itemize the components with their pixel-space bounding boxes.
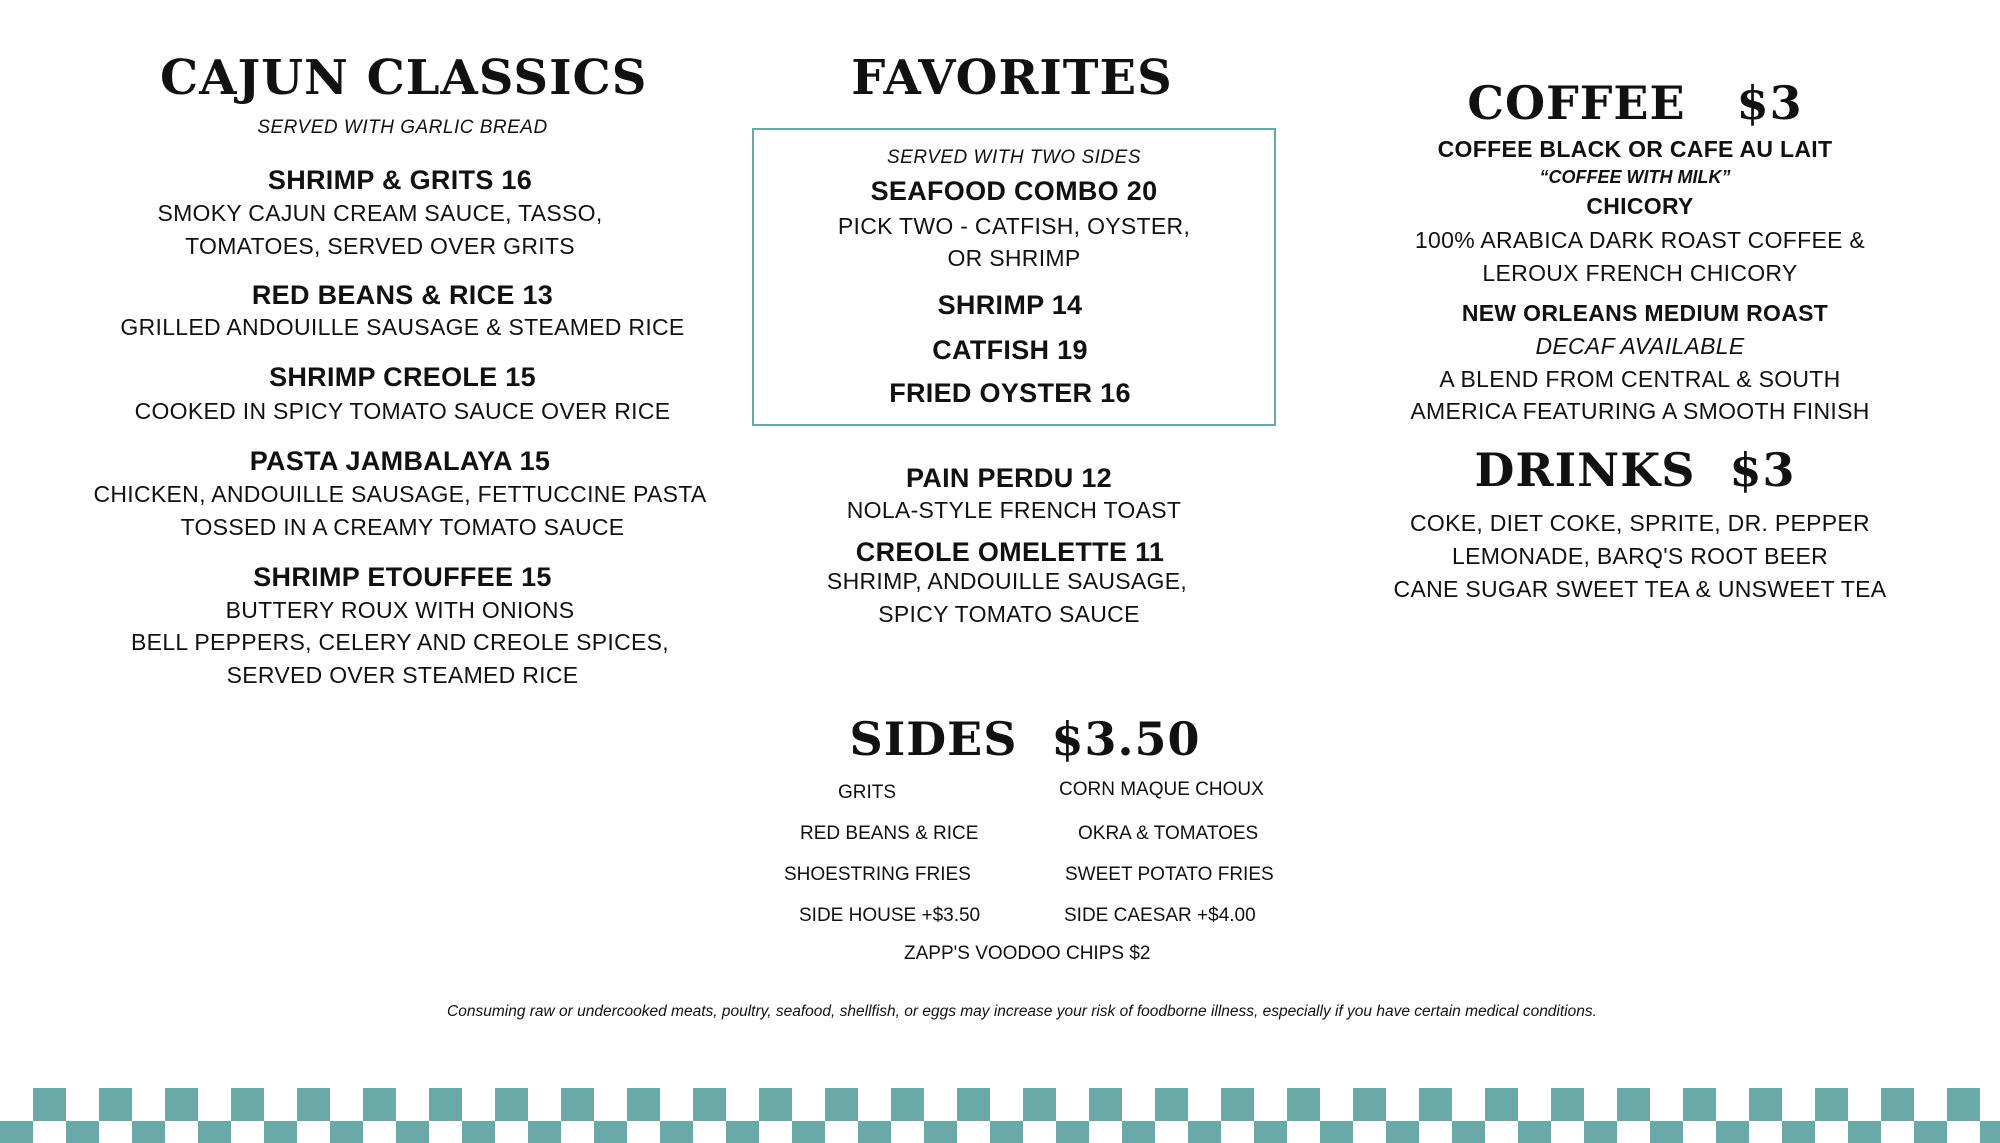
menu-item-pasta-jambalaya: PASTA JAMBALAYA 15 bbox=[249, 446, 551, 476]
menu-item-desc: GRILLED ANDOUILLE SAUSAGE & STEAMED RICE bbox=[120, 314, 685, 340]
menu-item-desc: TOSSED IN A CREAMY TOMATO SAUCE bbox=[180, 514, 625, 540]
menu-item-shrimp: SHRIMP 14 bbox=[937, 290, 1083, 320]
side-item: SHOESTRING FRIES bbox=[784, 864, 971, 885]
favorites-box-subtitle: SERVED WITH TWO SIDES bbox=[886, 147, 1141, 168]
menu-item-desc: NOLA-STYLE FRENCH TOAST bbox=[846, 497, 1182, 523]
menu-item-shrimp-creole: SHRIMP CREOLE 15 bbox=[269, 362, 536, 392]
drinks-title: DRINKS $3 bbox=[1474, 443, 1796, 497]
menu-item-creole-omelette: CREOLE OMELETTE 11 bbox=[855, 537, 1165, 567]
menu-item-shrimp-etouffee: SHRIMP ETOUFFEE 15 bbox=[253, 562, 552, 592]
coffee-item-chicory: CHICORY bbox=[1586, 193, 1694, 219]
menu-item-catfish: CATFISH 19 bbox=[932, 335, 1088, 365]
coffee-item-desc: LEROUX FRENCH CHICORY bbox=[1482, 260, 1798, 286]
side-item: SIDE HOUSE +$3.50 bbox=[799, 905, 981, 926]
menu-item-desc: CHICKEN, ANDOUILLE SAUSAGE, FETTUCCINE PASTA bbox=[93, 481, 707, 507]
favorites-title: FAVORITES bbox=[851, 50, 1173, 106]
menu-item-desc: COOKED IN SPICY TOMATO SAUCE OVER RICE bbox=[134, 398, 671, 424]
coffee-item-black-au-lait: COFFEE BLACK OR CAFE AU LAIT bbox=[1437, 136, 1833, 162]
cajun-classics-subtitle: SERVED WITH GARLIC BREAD bbox=[257, 117, 548, 138]
menu-item-desc: SMOKY CAJUN CREAM SAUCE, TASSO, bbox=[157, 200, 603, 226]
sides-title: SIDES $3.50 bbox=[849, 712, 1201, 766]
drinks-line: CANE SUGAR SWEET TEA & UNSWEET TEA bbox=[1393, 576, 1887, 602]
menu-item-desc: BUTTERY ROUX WITH ONIONS bbox=[225, 597, 575, 623]
side-item: OKRA & TOMATOES bbox=[1078, 823, 1259, 844]
coffee-item-desc: 100% ARABICA DARK ROAST COFFEE & bbox=[1414, 227, 1866, 253]
side-item: SIDE CAESAR +$4.00 bbox=[1064, 905, 1256, 926]
side-item: ZAPP'S VOODOO CHIPS $2 bbox=[904, 943, 1151, 964]
coffee-item-desc: AMERICA FEATURING A SMOOTH FINISH bbox=[1410, 398, 1870, 424]
menu-item-desc: PICK TWO - CATFISH, OYSTER, bbox=[837, 213, 1191, 239]
drinks-line: COKE, DIET COKE, SPRITE, DR. PEPPER bbox=[1410, 510, 1870, 536]
side-item: SWEET POTATO FRIES bbox=[1065, 864, 1274, 885]
menu-item-shrimp-grits: SHRIMP & GRITS 16 bbox=[267, 165, 533, 195]
menu-item-seafood-combo: SEAFOOD COMBO 20 bbox=[870, 176, 1158, 206]
side-item: GRITS bbox=[838, 782, 897, 803]
menu-item-desc: BELL PEPPERS, CELERY AND CREOLE SPICES, bbox=[131, 629, 669, 655]
coffee-item-desc: A BLEND FROM CENTRAL & SOUTH bbox=[1439, 366, 1841, 392]
menu-item-fried-oyster: FRIED OYSTER 16 bbox=[889, 378, 1131, 408]
side-item: CORN MAQUE CHOUX bbox=[1059, 779, 1264, 800]
drinks-line: LEMONADE, BARQ'S ROOT BEER bbox=[1451, 543, 1828, 569]
coffee-item-note: “COFFEE WITH MILK” bbox=[1539, 167, 1731, 187]
coffee-item-new-orleans-roast: NEW ORLEANS MEDIUM ROAST bbox=[1461, 300, 1829, 326]
menu-item-red-beans-rice: RED BEANS & RICE 13 bbox=[251, 280, 554, 310]
coffee-title: COFFEE $3 bbox=[1467, 76, 1803, 130]
cajun-classics-title: CAJUN CLASSICS bbox=[160, 50, 648, 106]
disclaimer: Consuming raw or undercooked meats, poultry, seafood, shellfish, or eggs may increase your risk of foodborne illness, especially if you have certain medical conditions. bbox=[447, 1003, 1597, 1020]
menu-item-desc: TOMATOES, SERVED OVER GRITS bbox=[185, 233, 575, 259]
menu-item-desc: OR SHRIMP bbox=[947, 245, 1081, 271]
menu-item-pain-perdu: PAIN PERDU 12 bbox=[906, 463, 1112, 493]
checkered-border bbox=[0, 1088, 2000, 1143]
side-item: RED BEANS & RICE bbox=[800, 823, 979, 844]
menu-item-desc: SHRIMP, ANDOUILLE SAUSAGE, bbox=[826, 568, 1188, 594]
menu-item-desc: SERVED OVER STEAMED RICE bbox=[226, 662, 579, 688]
menu-item-desc: SPICY TOMATO SAUCE bbox=[878, 601, 1140, 627]
coffee-item-note: DECAF AVAILABLE bbox=[1535, 333, 1745, 359]
